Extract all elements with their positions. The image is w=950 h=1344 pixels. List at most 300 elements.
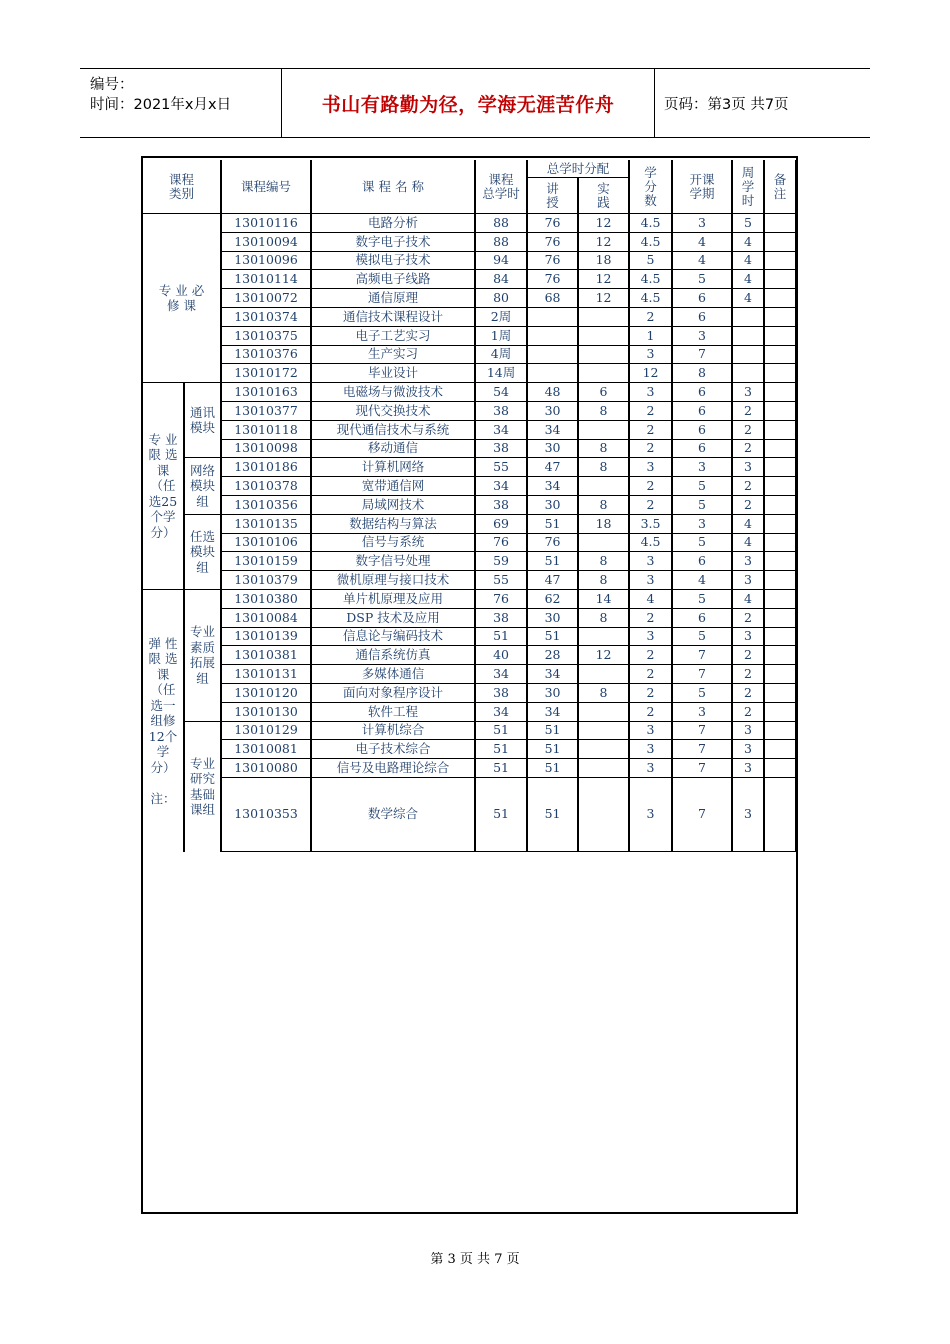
course-lecture-hours: 47 <box>528 571 579 590</box>
course-credits: 4.5 <box>630 270 673 289</box>
course-practice-hours: 8 <box>579 571 630 590</box>
course-credits: 4.5 <box>630 534 673 553</box>
course-weekly-hours: 3 <box>733 383 765 402</box>
course-lecture-hours <box>528 364 579 383</box>
course-note <box>765 214 797 233</box>
course-weekly-hours: 2 <box>733 646 765 665</box>
course-credits: 2 <box>630 402 673 421</box>
course-credits: 3 <box>630 740 673 759</box>
course-practice-hours <box>579 534 630 553</box>
course-practice-hours: 8 <box>579 402 630 421</box>
table-row <box>143 383 797 402</box>
course-practice-hours <box>579 665 630 684</box>
course-name: 模拟电子技术 <box>312 252 476 271</box>
group-research-foundation: 专业 研究 基础 课组 <box>185 722 222 852</box>
table-row <box>143 214 797 233</box>
course-code: 13010106 <box>222 534 312 553</box>
course-note <box>765 740 797 759</box>
course-total-hours: 84 <box>476 270 528 289</box>
course-name: 数字信号处理 <box>312 552 476 571</box>
course-name: 宽带通信网 <box>312 477 476 496</box>
course-lecture-hours: 34 <box>528 421 579 440</box>
course-semester: 4 <box>673 252 733 271</box>
course-name: 数学综合 <box>312 778 476 852</box>
table-row <box>143 270 797 289</box>
course-note <box>765 759 797 778</box>
course-note <box>765 252 797 271</box>
course-weekly-hours: 3 <box>733 778 765 852</box>
course-lecture-hours: 34 <box>528 477 579 496</box>
course-lecture-hours: 76 <box>528 233 579 252</box>
course-weekly-hours: 5 <box>733 214 765 233</box>
course-lecture-hours <box>528 346 579 365</box>
course-weekly-hours: 3 <box>733 552 765 571</box>
course-credits: 2 <box>630 665 673 684</box>
table-row <box>143 534 797 553</box>
course-credits: 2 <box>630 440 673 459</box>
course-code: 13010375 <box>222 327 312 346</box>
table-row <box>143 665 797 684</box>
course-name: 计算机网络 <box>312 458 476 477</box>
course-code: 13010081 <box>222 740 312 759</box>
course-practice-hours <box>579 364 630 383</box>
course-total-hours: 88 <box>476 233 528 252</box>
course-note <box>765 477 797 496</box>
table-row <box>143 590 797 609</box>
header-semester: 开课 学期 <box>673 160 733 214</box>
course-note <box>765 458 797 477</box>
course-weekly-hours: 2 <box>733 684 765 703</box>
course-name: 毕业设计 <box>312 364 476 383</box>
table-row <box>143 327 797 346</box>
course-credits: 3.5 <box>630 515 673 534</box>
table-row <box>143 364 797 383</box>
course-code: 13010130 <box>222 703 312 722</box>
course-lecture-hours: 34 <box>528 665 579 684</box>
course-total-hours: 55 <box>476 458 528 477</box>
course-code: 13010159 <box>222 552 312 571</box>
course-total-hours: 69 <box>476 515 528 534</box>
course-credits: 4 <box>630 590 673 609</box>
course-code: 13010135 <box>222 515 312 534</box>
course-total-hours: 38 <box>476 402 528 421</box>
course-code: 13010374 <box>222 308 312 327</box>
course-credits: 4.5 <box>630 233 673 252</box>
table-row <box>143 684 797 703</box>
course-note <box>765 571 797 590</box>
course-credits: 3 <box>630 628 673 647</box>
table-row <box>143 289 797 308</box>
course-semester: 3 <box>673 515 733 534</box>
document-time-label: 时间：2021年x月x日 <box>90 97 232 113</box>
header-total-hours: 课程 总学时 <box>476 160 528 214</box>
course-code: 13010356 <box>222 496 312 515</box>
course-weekly-hours: 3 <box>733 458 765 477</box>
course-table <box>143 160 797 852</box>
course-lecture-hours: 48 <box>528 383 579 402</box>
course-weekly-hours <box>733 346 765 365</box>
course-name: 生产实习 <box>312 346 476 365</box>
course-note <box>765 590 797 609</box>
course-weekly-hours: 2 <box>733 402 765 421</box>
course-semester: 7 <box>673 722 733 741</box>
table-row <box>143 402 797 421</box>
header-name: 课 程 名 称 <box>312 160 476 214</box>
table-row <box>143 308 797 327</box>
course-name: 多媒体通信 <box>312 665 476 684</box>
course-semester: 4 <box>673 233 733 252</box>
table-row <box>143 628 797 647</box>
course-code: 13010080 <box>222 759 312 778</box>
course-weekly-hours: 4 <box>733 270 765 289</box>
course-semester: 3 <box>673 458 733 477</box>
course-note <box>765 628 797 647</box>
course-lecture-hours: 76 <box>528 534 579 553</box>
course-semester: 6 <box>673 289 733 308</box>
course-weekly-hours: 4 <box>733 590 765 609</box>
course-lecture-hours: 68 <box>528 289 579 308</box>
course-total-hours: 80 <box>476 289 528 308</box>
course-weekly-hours: 3 <box>733 628 765 647</box>
header-hours-distribution: 总学时分配 <box>528 160 630 178</box>
header-code: 课程编号 <box>222 160 312 214</box>
course-semester: 6 <box>673 609 733 628</box>
course-credits: 1 <box>630 327 673 346</box>
course-name: 面向对象程序设计 <box>312 684 476 703</box>
course-lecture-hours: 51 <box>528 515 579 534</box>
course-name: 现代交换技术 <box>312 402 476 421</box>
course-lecture-hours <box>528 327 579 346</box>
course-weekly-hours: 2 <box>733 496 765 515</box>
course-weekly-hours: 2 <box>733 703 765 722</box>
group-required-courses: 专 业 必 修 课 <box>143 214 222 383</box>
course-total-hours: 55 <box>476 571 528 590</box>
course-name: 通信系统仿真 <box>312 646 476 665</box>
course-lecture-hours: 51 <box>528 552 579 571</box>
course-semester: 5 <box>673 270 733 289</box>
course-practice-hours <box>579 421 630 440</box>
table-row <box>143 609 797 628</box>
course-name: 信号及电路理论综合 <box>312 759 476 778</box>
course-practice-hours: 18 <box>579 252 630 271</box>
course-weekly-hours: 3 <box>733 722 765 741</box>
course-lecture-hours: 51 <box>528 722 579 741</box>
course-code: 13010376 <box>222 346 312 365</box>
document-number-label: 编号： <box>90 77 134 93</box>
course-code: 13010379 <box>222 571 312 590</box>
course-semester: 5 <box>673 628 733 647</box>
header-page-label: 页码：第3页 共7页 <box>664 97 789 113</box>
course-semester: 6 <box>673 440 733 459</box>
course-credits: 2 <box>630 496 673 515</box>
course-credits: 3 <box>630 722 673 741</box>
course-practice-hours <box>579 327 630 346</box>
course-weekly-hours: 4 <box>733 534 765 553</box>
course-total-hours: 34 <box>476 421 528 440</box>
course-name: 信号与系统 <box>312 534 476 553</box>
course-note <box>765 703 797 722</box>
course-semester: 7 <box>673 346 733 365</box>
course-note <box>765 308 797 327</box>
course-code: 13010163 <box>222 383 312 402</box>
group-limited-elective: 专 业 限 选 课 （任 选25 个学 分） <box>143 383 185 590</box>
table-row <box>143 703 797 722</box>
course-practice-hours: 12 <box>579 646 630 665</box>
course-lecture-hours: 51 <box>528 778 579 852</box>
course-total-hours: 38 <box>476 496 528 515</box>
course-name: 通信技术课程设计 <box>312 308 476 327</box>
course-code: 13010098 <box>222 440 312 459</box>
course-name: 通信原理 <box>312 289 476 308</box>
course-note <box>765 233 797 252</box>
course-weekly-hours: 2 <box>733 421 765 440</box>
course-practice-hours: 6 <box>579 383 630 402</box>
course-lecture-hours: 76 <box>528 214 579 233</box>
course-code: 13010139 <box>222 628 312 647</box>
course-name: 计算机综合 <box>312 722 476 741</box>
course-credits: 12 <box>630 364 673 383</box>
course-total-hours: 38 <box>476 684 528 703</box>
header-meta <box>80 69 280 137</box>
course-name: 单片机原理及应用 <box>312 590 476 609</box>
course-code: 13010380 <box>222 590 312 609</box>
course-practice-hours <box>579 759 630 778</box>
course-weekly-hours: 4 <box>733 515 765 534</box>
course-practice-hours <box>579 628 630 647</box>
course-note <box>765 534 797 553</box>
course-name: 信息论与编码技术 <box>312 628 476 647</box>
course-credits: 3 <box>630 383 673 402</box>
course-total-hours: 40 <box>476 646 528 665</box>
group-communication-module: 通讯 模块 <box>185 383 222 458</box>
course-practice-hours: 8 <box>579 609 630 628</box>
course-semester: 3 <box>673 327 733 346</box>
course-code: 13010116 <box>222 214 312 233</box>
course-name: 局域网技术 <box>312 496 476 515</box>
course-note <box>765 552 797 571</box>
course-credits: 2 <box>630 421 673 440</box>
course-semester: 6 <box>673 552 733 571</box>
course-name: DSP 技术及应用 <box>312 609 476 628</box>
course-practice-hours <box>579 722 630 741</box>
course-weekly-hours <box>733 327 765 346</box>
course-total-hours: 34 <box>476 703 528 722</box>
course-credits: 3 <box>630 778 673 852</box>
course-semester: 7 <box>673 740 733 759</box>
course-weekly-hours <box>733 364 765 383</box>
course-lecture-hours: 62 <box>528 590 579 609</box>
course-lecture-hours: 30 <box>528 609 579 628</box>
course-name: 移动通信 <box>312 440 476 459</box>
course-lecture-hours: 51 <box>528 740 579 759</box>
course-lecture-hours: 28 <box>528 646 579 665</box>
course-lecture-hours: 76 <box>528 270 579 289</box>
group-network-module: 网络 模块 组 <box>185 458 222 514</box>
course-semester: 5 <box>673 496 733 515</box>
course-semester: 3 <box>673 214 733 233</box>
table-row <box>143 252 797 271</box>
course-name: 高频电子线路 <box>312 270 476 289</box>
course-weekly-hours: 2 <box>733 609 765 628</box>
table-row <box>143 552 797 571</box>
header-credits: 学 分 数 <box>630 160 673 214</box>
course-note <box>765 646 797 665</box>
course-code: 13010353 <box>222 778 312 852</box>
course-total-hours: 51 <box>476 628 528 647</box>
course-semester: 7 <box>673 646 733 665</box>
course-semester: 6 <box>673 421 733 440</box>
course-note <box>765 440 797 459</box>
table-row <box>143 740 797 759</box>
course-credits: 3 <box>630 571 673 590</box>
course-credits: 2 <box>630 609 673 628</box>
course-lecture-hours: 30 <box>528 684 579 703</box>
course-total-hours: 34 <box>476 477 528 496</box>
course-practice-hours <box>579 703 630 722</box>
course-semester: 5 <box>673 534 733 553</box>
course-total-hours: 88 <box>476 214 528 233</box>
header-lecture: 讲 授 <box>528 178 579 214</box>
course-code: 13010129 <box>222 722 312 741</box>
course-practice-hours: 12 <box>579 270 630 289</box>
course-total-hours: 4周 <box>476 346 528 365</box>
table-row <box>143 778 797 852</box>
course-note <box>765 496 797 515</box>
course-practice-hours: 12 <box>579 214 630 233</box>
course-total-hours: 54 <box>476 383 528 402</box>
course-note <box>765 270 797 289</box>
table-row <box>143 440 797 459</box>
course-total-hours: 51 <box>476 759 528 778</box>
course-practice-hours: 12 <box>579 289 630 308</box>
table-row <box>143 571 797 590</box>
course-practice-hours: 8 <box>579 552 630 571</box>
course-weekly-hours: 3 <box>733 759 765 778</box>
course-lecture-hours: 47 <box>528 458 579 477</box>
course-practice-hours <box>579 778 630 852</box>
course-total-hours: 34 <box>476 665 528 684</box>
course-semester: 6 <box>673 308 733 327</box>
course-total-hours: 51 <box>476 722 528 741</box>
course-credits: 3 <box>630 759 673 778</box>
course-lecture-hours: 34 <box>528 703 579 722</box>
course-semester: 5 <box>673 477 733 496</box>
course-name: 数字电子技术 <box>312 233 476 252</box>
course-practice-hours <box>579 308 630 327</box>
course-code: 13010114 <box>222 270 312 289</box>
course-total-hours: 76 <box>476 534 528 553</box>
course-weekly-hours: 4 <box>733 289 765 308</box>
course-total-hours: 1周 <box>476 327 528 346</box>
course-note <box>765 665 797 684</box>
course-weekly-hours: 2 <box>733 665 765 684</box>
course-note <box>765 778 797 852</box>
course-semester: 7 <box>673 759 733 778</box>
course-credits: 2 <box>630 308 673 327</box>
course-lecture-hours: 30 <box>528 440 579 459</box>
course-weekly-hours: 3 <box>733 571 765 590</box>
group-quality-expansion: 专业 素质 拓展 组 <box>185 590 222 722</box>
course-code: 13010084 <box>222 609 312 628</box>
course-code: 13010096 <box>222 252 312 271</box>
course-credits: 5 <box>630 252 673 271</box>
course-practice-hours <box>579 477 630 496</box>
table-row <box>143 722 797 741</box>
course-weekly-hours <box>733 308 765 327</box>
course-semester: 7 <box>673 778 733 852</box>
course-note <box>765 364 797 383</box>
table-row <box>143 458 797 477</box>
course-practice-hours: 8 <box>579 440 630 459</box>
course-practice-hours <box>579 740 630 759</box>
table-row <box>143 515 797 534</box>
course-code: 13010120 <box>222 684 312 703</box>
course-total-hours: 38 <box>476 609 528 628</box>
course-credits: 3 <box>630 458 673 477</box>
course-semester: 5 <box>673 684 733 703</box>
course-lecture-hours: 30 <box>528 402 579 421</box>
course-semester: 7 <box>673 665 733 684</box>
course-code: 13010377 <box>222 402 312 421</box>
course-code: 13010094 <box>222 233 312 252</box>
course-code: 13010378 <box>222 477 312 496</box>
course-note <box>765 402 797 421</box>
course-lecture-hours <box>528 308 579 327</box>
course-note <box>765 609 797 628</box>
course-name: 数据结构与算法 <box>312 515 476 534</box>
course-code: 13010118 <box>222 421 312 440</box>
course-lecture-hours: 76 <box>528 252 579 271</box>
course-name: 电路分析 <box>312 214 476 233</box>
course-code: 13010381 <box>222 646 312 665</box>
course-credits: 3 <box>630 346 673 365</box>
page-header <box>80 68 870 138</box>
course-code: 13010186 <box>222 458 312 477</box>
table-row <box>143 233 797 252</box>
course-weekly-hours: 4 <box>733 233 765 252</box>
course-weekly-hours: 4 <box>733 252 765 271</box>
header-category: 课程 类别 <box>143 160 222 214</box>
course-practice-hours: 8 <box>579 496 630 515</box>
table-row <box>143 477 797 496</box>
course-credits: 3 <box>630 552 673 571</box>
course-practice-hours: 14 <box>579 590 630 609</box>
course-credits: 2 <box>630 646 673 665</box>
course-note <box>765 289 797 308</box>
course-total-hours: 2周 <box>476 308 528 327</box>
table-row <box>143 496 797 515</box>
course-name: 现代通信技术与系统 <box>312 421 476 440</box>
course-code: 13010072 <box>222 289 312 308</box>
header-weekly-hours: 周 学 时 <box>733 160 765 214</box>
course-code: 13010131 <box>222 665 312 684</box>
course-total-hours: 94 <box>476 252 528 271</box>
course-credits: 2 <box>630 477 673 496</box>
course-name: 电子技术综合 <box>312 740 476 759</box>
course-semester: 6 <box>673 402 733 421</box>
course-weekly-hours: 2 <box>733 440 765 459</box>
course-practice-hours: 18 <box>579 515 630 534</box>
header-motto: 书山有路勤为径，学海无涯苦作舟 <box>281 69 655 137</box>
table-row <box>143 646 797 665</box>
course-weekly-hours: 2 <box>733 477 765 496</box>
course-semester: 6 <box>673 383 733 402</box>
course-practice-hours <box>579 346 630 365</box>
course-credits: 2 <box>630 703 673 722</box>
course-semester: 5 <box>673 590 733 609</box>
header-note: 备 注 <box>765 160 797 214</box>
course-total-hours: 76 <box>476 590 528 609</box>
